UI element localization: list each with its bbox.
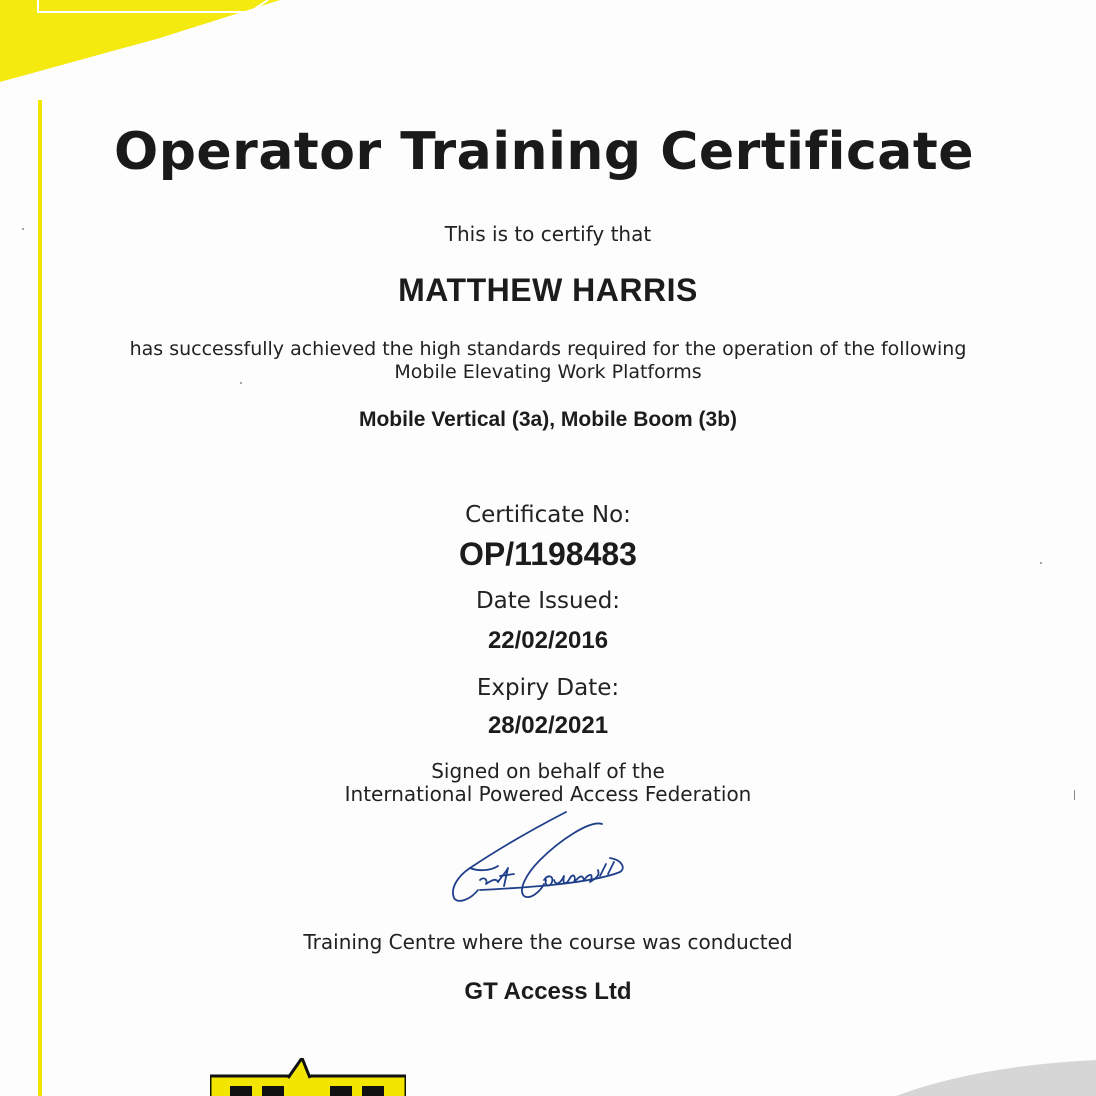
date-issued-label: Date Issued: [475, 588, 621, 614]
expiry-date-label: Expiry Date: [476, 675, 620, 701]
certificate-number: OP/1198483 [459, 536, 637, 572]
achievement-line-2: Mobile Elevating Work Platforms [394, 361, 702, 383]
signed-line-1: Signed on behalf of the [431, 759, 665, 783]
signed-on-behalf-text [0, 760, 1096, 806]
training-centre-name: GT Access Ltd [464, 978, 632, 1005]
expiry-date: 28/02/2021 [487, 712, 609, 739]
grey-corner-decoration [896, 1056, 1096, 1096]
achievement-text [0, 338, 1096, 384]
signature-icon [440, 810, 630, 910]
certificate-title: Operator Training Certificate [113, 122, 974, 182]
date-issued: 22/02/2016 [487, 627, 609, 654]
training-centre-label: Training Centre where the course was conducted [303, 930, 793, 954]
certificate-no-label: Certificate No: [465, 502, 631, 528]
ipaf-logo-icon [210, 1058, 406, 1096]
signed-line-2: International Powered Access Federation [344, 782, 752, 806]
achievement-line-1: has successfully achieved the high standards required for the operation of the following [129, 338, 967, 360]
holder-name: MATTHEW HARRIS [398, 272, 698, 308]
certify-text: This is to certify that [444, 222, 652, 246]
platform-categories: Mobile Vertical (3a), Mobile Boom (3b) [358, 408, 738, 431]
yellow-corner-decoration [0, 0, 300, 90]
